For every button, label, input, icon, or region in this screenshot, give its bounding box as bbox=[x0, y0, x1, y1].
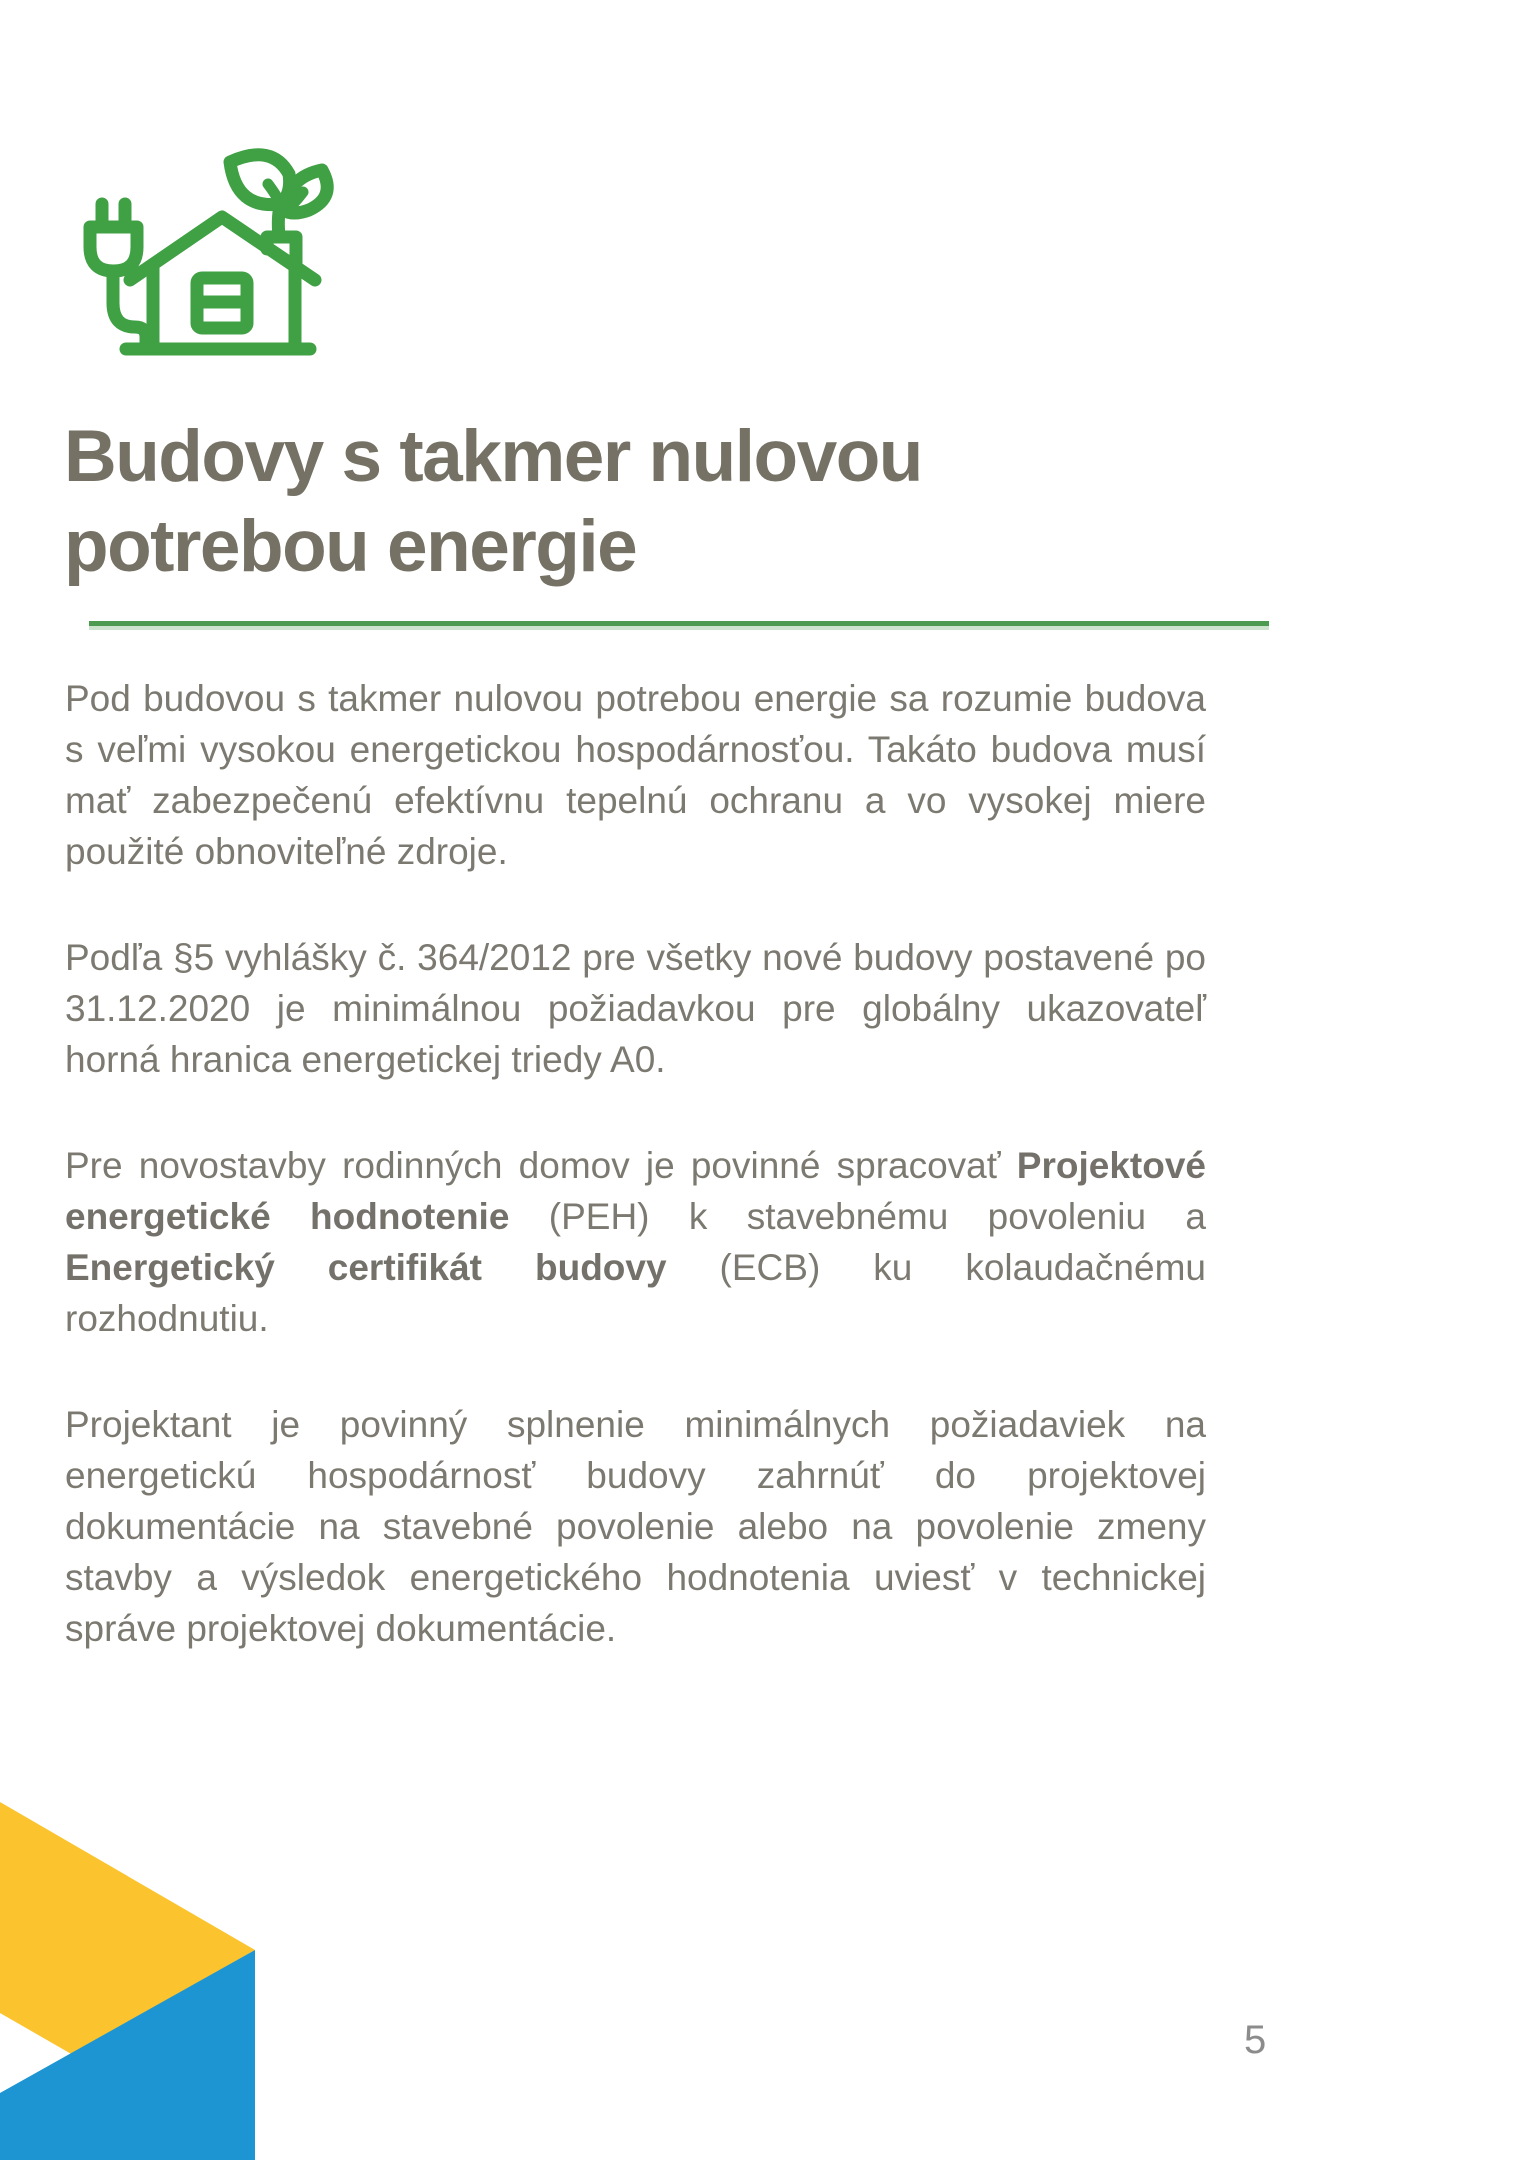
paragraph-projektant: Projektant je povinný splnenie minimálnych požiadaviek na energetickú hospodárnosť budovy zahrnúť do projektovej dokumentácie na stavebné povolenie alebo na povolenie zmeny stavby a výsledok energetického hodnotenia uviesť v technickej správe projektovej dokumentácie. bbox=[65, 1404, 1206, 1649]
page-title bbox=[64, 412, 922, 592]
page-title-line1: Budovy s takmer nulovou bbox=[64, 416, 922, 497]
page-title-line2: potrebou energie bbox=[64, 506, 637, 587]
corner-decoration bbox=[0, 1800, 256, 2160]
text-segment: (ECB) ku kolaudačnému rozhodnutiu. bbox=[65, 1247, 1206, 1339]
text-segment: Pre novostavby rodinných domov je povinné spracovať bbox=[65, 1145, 1017, 1186]
eco-house-plug-leaf-icon bbox=[50, 100, 350, 390]
paragraph-definition: Pod budovou s takmer nulovou potrebou energie sa rozumie budova s veľmi vysokou energetickou hospodárnosťou. Takáto budova musí mať zabezpečenú efektívnu tepelnú ochranu a vo vysokej miere použité obnoviteľné zdroje. bbox=[65, 678, 1206, 872]
body-text bbox=[65, 673, 1206, 1709]
leaf-vein-icon bbox=[268, 184, 278, 199]
title-underline bbox=[89, 621, 1269, 626]
text-segment: (PEH) k stavebnému povoleniu a bbox=[509, 1196, 1207, 1237]
bold-projektove-energeticke-hodnotenie: Projektové energetické hodnotenie bbox=[65, 1145, 1206, 1237]
plug-body-icon bbox=[90, 227, 137, 271]
bold-energeticky-certifikat-budovy: Energetický certifikát budovy bbox=[65, 1247, 667, 1288]
paragraph-regulation: Podľa §5 vyhlášky č. 364/2012 pre všetky nové budovy postavené po 31.12.2020 je minimálnou požiadavkou pre globálny ukazovateľ horná hranica energetickej triedy A0. bbox=[65, 937, 1206, 1080]
page-number: 5 bbox=[1244, 2018, 1267, 2062]
paragraph-requirements bbox=[65, 1140, 1206, 1344]
